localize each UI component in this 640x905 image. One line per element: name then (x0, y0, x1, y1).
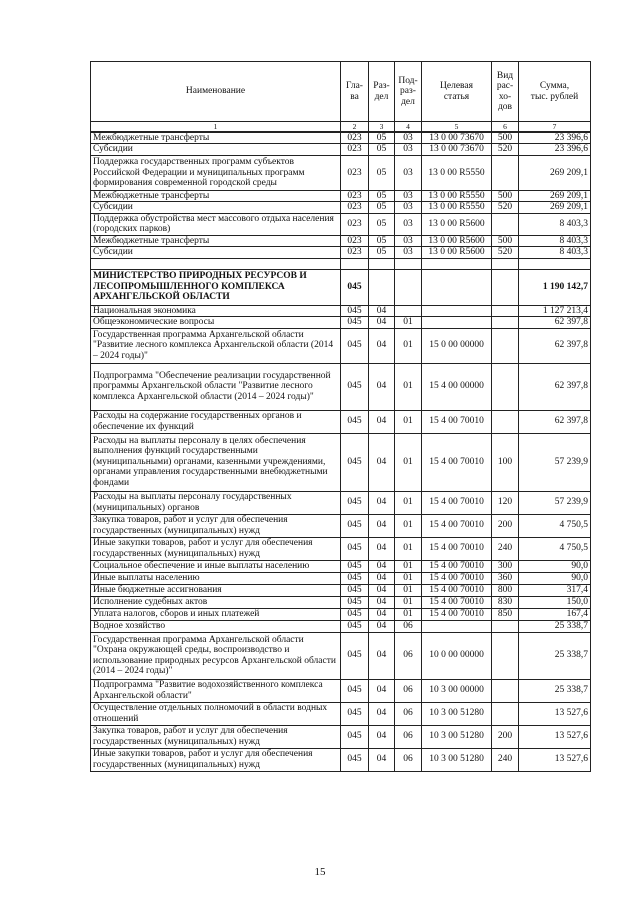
row-subsection: 03 (395, 144, 422, 155)
row-chapter: 045 (341, 491, 369, 514)
row-amount: 62 397,8 (519, 328, 591, 363)
row-chapter: 045 (341, 305, 369, 316)
row-target (422, 317, 492, 328)
row-subsection: 01 (395, 537, 422, 560)
row-subsection: 06 (395, 620, 422, 632)
row-expense-type (492, 305, 519, 316)
row-amount: 90,0 (519, 560, 591, 572)
row-section: 05 (369, 247, 395, 258)
row-amount: 13 527,6 (519, 725, 591, 748)
row-subsection: 03 (395, 235, 422, 246)
row-chapter: 023 (341, 144, 369, 155)
row-subsection: 01 (395, 608, 422, 620)
header-section: Раз- дел (369, 62, 395, 122)
table-row (91, 748, 591, 771)
row-expense-type: 240 (492, 748, 519, 771)
row-subsection: 06 (395, 679, 422, 702)
row-section: 04 (369, 608, 395, 620)
row-amount: 8 403,3 (519, 213, 591, 235)
row-chapter: 023 (341, 202, 369, 213)
row-amount: 62 397,8 (519, 317, 591, 328)
row-section: 04 (369, 748, 395, 771)
row-chapter: 045 (341, 725, 369, 748)
table-row (91, 247, 591, 258)
row-section: 04 (369, 679, 395, 702)
header-chapter: Гла- ва (341, 62, 369, 122)
row-target: 15 4 00 70010 (422, 433, 492, 491)
row-name: Поддержка государственных программ субъектов Российской Федерации и муниципальных программ формирования современной городской среды (91, 155, 341, 190)
row-target: 13 0 00 73670 (422, 132, 492, 144)
row-expense-type: 500 (492, 132, 519, 144)
header-amount: Сумма, тыс. рублей (519, 62, 591, 122)
row-expense-type: 100 (492, 433, 519, 491)
row-expense-type: 830 (492, 596, 519, 608)
row-section: 04 (369, 584, 395, 596)
empty-cell (395, 258, 422, 269)
row-section: 05 (369, 144, 395, 155)
row-name: Национальная экономика (91, 305, 341, 316)
row-expense-type: 360 (492, 572, 519, 584)
table-row (91, 584, 591, 596)
row-target (422, 620, 492, 632)
row-target: 15 4 00 70010 (422, 596, 492, 608)
row-amount: 150,0 (519, 596, 591, 608)
row-amount: 8 403,3 (519, 247, 591, 258)
row-subsection: 03 (395, 247, 422, 258)
empty-cell (369, 258, 395, 269)
row-expense-type: 500 (492, 190, 519, 201)
empty-cell (422, 258, 492, 269)
row-subsection: 01 (395, 317, 422, 328)
row-target: 10 3 00 51280 (422, 748, 492, 771)
row-section: 05 (369, 235, 395, 246)
row-expense-type: 120 (492, 491, 519, 514)
table-row (91, 317, 591, 328)
row-chapter: 045 (341, 328, 369, 363)
row-section: 05 (369, 213, 395, 235)
row-section: 04 (369, 560, 395, 572)
row-target: 13 0 00 R5600 (422, 213, 492, 235)
row-amount: 25 338,7 (519, 679, 591, 702)
row-target: 15 0 00 00000 (422, 328, 492, 363)
row-name: Субсидии (91, 247, 341, 258)
row-chapter: 045 (341, 514, 369, 537)
row-target: 15 4 00 70010 (422, 584, 492, 596)
row-section: 04 (369, 317, 395, 328)
row-subsection (395, 305, 422, 316)
row-target (422, 269, 492, 305)
column-number: 4 (395, 122, 422, 133)
row-name: Иные закупки товаров, работ и услуг для обеспечения государственных (муниципальных) нужд (91, 537, 341, 560)
table-row (91, 202, 591, 213)
table-row (91, 132, 591, 144)
table-row (91, 491, 591, 514)
row-subsection: 03 (395, 202, 422, 213)
row-target: 15 4 00 70010 (422, 514, 492, 537)
row-amount: 23 396,6 (519, 132, 591, 144)
row-target: 13 0 00 R5600 (422, 247, 492, 258)
row-amount: 167,4 (519, 608, 591, 620)
row-target: 15 4 00 70010 (422, 572, 492, 584)
row-section: 04 (369, 632, 395, 679)
row-target: 15 4 00 70010 (422, 608, 492, 620)
row-name: Иные бюджетные ассигнования (91, 584, 341, 596)
row-expense-type: 520 (492, 202, 519, 213)
table-row (91, 144, 591, 155)
table-row (91, 679, 591, 702)
row-subsection: 03 (395, 190, 422, 201)
row-amount: 4 750,5 (519, 514, 591, 537)
row-amount: 62 397,8 (519, 410, 591, 433)
row-chapter: 045 (341, 433, 369, 491)
empty-cell (341, 258, 369, 269)
row-section: 04 (369, 596, 395, 608)
row-subsection: 01 (395, 433, 422, 491)
row-section: 05 (369, 202, 395, 213)
header-subsection: Под- раз- дел (395, 62, 422, 122)
row-subsection: 06 (395, 748, 422, 771)
column-number: 1 (91, 122, 341, 133)
row-amount: 269 209,1 (519, 155, 591, 190)
table-row (91, 305, 591, 316)
table-row (91, 572, 591, 584)
column-number: 2 (341, 122, 369, 133)
row-subsection: 01 (395, 363, 422, 410)
budget-table (90, 61, 591, 772)
table-row (91, 235, 591, 246)
column-number: 5 (422, 122, 492, 133)
row-expense-type: 200 (492, 514, 519, 537)
row-name: Межбюджетные трансферты (91, 132, 341, 144)
row-target: 15 4 00 70010 (422, 560, 492, 572)
row-expense-type: 200 (492, 725, 519, 748)
row-name: Водное хозяйство (91, 620, 341, 632)
row-expense-type (492, 620, 519, 632)
row-chapter: 045 (341, 632, 369, 679)
row-amount: 269 209,1 (519, 202, 591, 213)
table-row (91, 410, 591, 433)
table-row (91, 269, 591, 305)
row-chapter: 045 (341, 560, 369, 572)
row-subsection: 06 (395, 725, 422, 748)
row-name: МИНИСТЕРСТВО ПРИРОДНЫХ РЕСУРСОВ И ЛЕСОПРОМЫШЛЕННОГО КОМПЛЕКСА АРХАНГЕЛЬСКОЙ ОБЛАСТИ (91, 269, 341, 305)
table-row (91, 213, 591, 235)
header-expense-type: Вид рас- хо- дов (492, 62, 519, 122)
row-amount: 1 190 142,7 (519, 269, 591, 305)
row-chapter: 045 (341, 702, 369, 725)
row-expense-type (492, 679, 519, 702)
row-name: Расходы на содержание государственных органов и обеспечение их функций (91, 410, 341, 433)
row-target: 15 4 00 70010 (422, 537, 492, 560)
row-subsection: 01 (395, 491, 422, 514)
row-subsection: 06 (395, 632, 422, 679)
row-chapter: 045 (341, 679, 369, 702)
row-section: 04 (369, 328, 395, 363)
table-row (91, 155, 591, 190)
table-row (91, 363, 591, 410)
table-row (91, 620, 591, 632)
row-section: 05 (369, 132, 395, 144)
row-expense-type: 520 (492, 247, 519, 258)
table-row (91, 433, 591, 491)
row-chapter: 045 (341, 572, 369, 584)
row-subsection: 06 (395, 702, 422, 725)
table-row (91, 190, 591, 201)
row-section: 04 (369, 410, 395, 433)
row-name: Исполнение судебных актов (91, 596, 341, 608)
column-number: 6 (492, 122, 519, 133)
row-amount: 57 239,9 (519, 433, 591, 491)
row-subsection: 01 (395, 328, 422, 363)
row-target: 10 3 00 51280 (422, 702, 492, 725)
row-target: 15 4 00 00000 (422, 363, 492, 410)
row-chapter: 045 (341, 596, 369, 608)
row-amount: 57 239,9 (519, 491, 591, 514)
table-body (91, 132, 591, 771)
row-chapter: 045 (341, 584, 369, 596)
row-amount: 23 396,6 (519, 144, 591, 155)
row-name: Субсидии (91, 202, 341, 213)
row-name: Уплата налогов, сборов и иных платежей (91, 608, 341, 620)
row-expense-type (492, 269, 519, 305)
row-name: Подпрограмма "Обеспечение реализации государственной программы Архангельской области "Развитие лесного комплекса Архангельской области (2014 – 2024 годы)" (91, 363, 341, 410)
row-expense-type (492, 363, 519, 410)
row-target: 10 3 00 00000 (422, 679, 492, 702)
column-number: 3 (369, 122, 395, 133)
row-amount: 90,0 (519, 572, 591, 584)
row-subsection: 01 (395, 596, 422, 608)
row-name: Субсидии (91, 144, 341, 155)
row-section: 04 (369, 620, 395, 632)
row-chapter: 045 (341, 620, 369, 632)
row-subsection: 03 (395, 155, 422, 190)
row-name: Межбюджетные трансферты (91, 235, 341, 246)
row-chapter: 045 (341, 410, 369, 433)
row-section: 04 (369, 433, 395, 491)
empty-cell (492, 258, 519, 269)
row-name: Расходы на выплаты персоналу в целях обеспечения выполнения функций государственными (муниципальными) органами, казенными учреждениями, органами управления государственными внебюджетными фондами (91, 433, 341, 491)
row-name: Государственная программа Архангельской области "Развитие лесного комплекса Архангельской области (2014 – 2024 годы)" (91, 328, 341, 363)
table-row (91, 514, 591, 537)
row-target: 13 0 00 R5550 (422, 190, 492, 201)
column-number: 7 (519, 122, 591, 133)
row-amount: 13 527,6 (519, 748, 591, 771)
row-section: 04 (369, 514, 395, 537)
row-expense-type (492, 410, 519, 433)
row-section: 04 (369, 537, 395, 560)
row-amount: 1 127 213,4 (519, 305, 591, 316)
row-name: Закупка товаров, работ и услуг для обеспечения государственных (муниципальных) нужд (91, 514, 341, 537)
row-expense-type: 300 (492, 560, 519, 572)
row-chapter: 045 (341, 317, 369, 328)
row-target: 13 0 00 R5550 (422, 202, 492, 213)
row-name: Социальное обеспечение и иные выплаты населению (91, 560, 341, 572)
row-subsection: 03 (395, 213, 422, 235)
row-chapter: 045 (341, 748, 369, 771)
row-target: 15 4 00 70010 (422, 491, 492, 514)
row-target: 10 3 00 51280 (422, 725, 492, 748)
row-name: Государственная программа Архангельской области "Охрана окружающей среды, воспроизводство и использование природных ресурсов Архангельской области (2014 – 2024 годы)" (91, 632, 341, 679)
row-section: 04 (369, 491, 395, 514)
row-name: Иные закупки товаров, работ и услуг для обеспечения государственных (муниципальных) нужд (91, 748, 341, 771)
table-row (91, 560, 591, 572)
empty-cell (519, 258, 591, 269)
row-expense-type: 850 (492, 608, 519, 620)
row-chapter: 045 (341, 269, 369, 305)
row-amount: 269 209,1 (519, 190, 591, 201)
row-expense-type: 520 (492, 144, 519, 155)
row-amount: 317,4 (519, 584, 591, 596)
row-amount: 25 338,7 (519, 620, 591, 632)
row-target: 13 0 00 73670 (422, 144, 492, 155)
row-section: 04 (369, 363, 395, 410)
row-name: Межбюджетные трансферты (91, 190, 341, 201)
table-row (91, 632, 591, 679)
row-subsection: 01 (395, 572, 422, 584)
row-subsection: 01 (395, 560, 422, 572)
row-target: 10 0 00 00000 (422, 632, 492, 679)
row-target: 15 4 00 70010 (422, 410, 492, 433)
row-amount: 8 403,3 (519, 235, 591, 246)
row-chapter: 023 (341, 155, 369, 190)
row-expense-type: 500 (492, 235, 519, 246)
row-chapter: 023 (341, 132, 369, 144)
table-header-row (91, 62, 591, 122)
row-expense-type (492, 317, 519, 328)
row-target (422, 305, 492, 316)
row-chapter: 023 (341, 235, 369, 246)
empty-cell (91, 258, 341, 269)
column-numbers-row (91, 122, 591, 133)
table-row (91, 702, 591, 725)
row-section: 05 (369, 155, 395, 190)
row-chapter: 023 (341, 213, 369, 235)
row-amount: 4 750,5 (519, 537, 591, 560)
row-expense-type: 240 (492, 537, 519, 560)
row-chapter: 045 (341, 608, 369, 620)
row-chapter: 045 (341, 363, 369, 410)
row-expense-type (492, 632, 519, 679)
table-row (91, 596, 591, 608)
row-name: Поддержка обустройства мест массового отдыха населения (городских парков) (91, 213, 341, 235)
row-chapter: 023 (341, 247, 369, 258)
row-chapter: 045 (341, 537, 369, 560)
row-expense-type: 800 (492, 584, 519, 596)
row-name: Иные выплаты населению (91, 572, 341, 584)
table-row (91, 725, 591, 748)
table-row (91, 608, 591, 620)
row-name: Расходы на выплаты персоналу государственных (муниципальных) органов (91, 491, 341, 514)
row-target: 13 0 00 R5600 (422, 235, 492, 246)
row-name: Закупка товаров, работ и услуг для обеспечения государственных (муниципальных) нужд (91, 725, 341, 748)
header-target: Целевая статья (422, 62, 492, 122)
row-subsection (395, 269, 422, 305)
row-section: 05 (369, 190, 395, 201)
row-amount: 62 397,8 (519, 363, 591, 410)
row-expense-type (492, 328, 519, 363)
row-subsection: 01 (395, 410, 422, 433)
row-subsection: 01 (395, 584, 422, 596)
row-section: 04 (369, 572, 395, 584)
row-chapter: 023 (341, 190, 369, 201)
row-name: Осуществление отдельных полномочий в области водных отношений (91, 702, 341, 725)
row-amount: 13 527,6 (519, 702, 591, 725)
table-spacer-row (91, 258, 591, 269)
row-section: 04 (369, 725, 395, 748)
row-subsection: 01 (395, 514, 422, 537)
page-number: 15 (314, 866, 326, 878)
row-section: 04 (369, 702, 395, 725)
row-name: Подпрограмма "Развитие водохозяйственного комплекса Архангельской области" (91, 679, 341, 702)
header-name: Наименование (91, 62, 341, 122)
row-expense-type (492, 213, 519, 235)
row-section (369, 269, 395, 305)
row-amount: 25 338,7 (519, 632, 591, 679)
table-row (91, 537, 591, 560)
row-subsection: 03 (395, 132, 422, 144)
table-row (91, 328, 591, 363)
row-expense-type (492, 155, 519, 190)
row-expense-type (492, 702, 519, 725)
row-name: Общеэкономические вопросы (91, 317, 341, 328)
row-target: 13 0 00 R5550 (422, 155, 492, 190)
row-section: 04 (369, 305, 395, 316)
